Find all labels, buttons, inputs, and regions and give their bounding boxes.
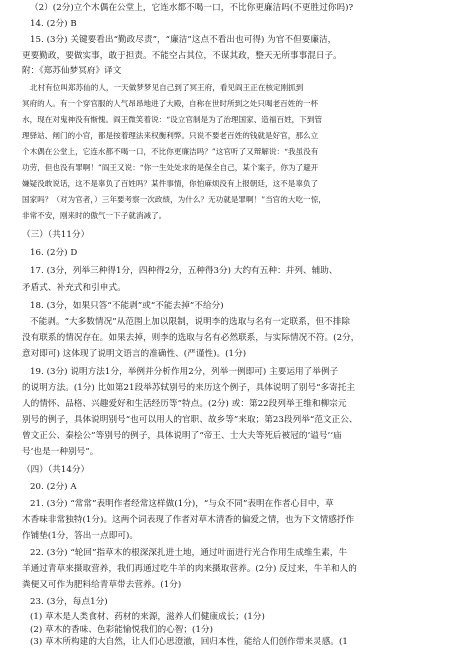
answer-line-18-cont: 没有联系的情况存在。如果去掉，则李的选取与名有必然联系，与实际情况不符。(2分， — [22, 333, 360, 343]
answer-line-19-cont: 别号的例子，具体说明别号“也可以用人的官职、故乡等”来取；第23段列举“范文正公、 — [22, 415, 358, 425]
answer-line-17: 17. (3分，列举三种得1分，四种得2分，五种得3分) 大约有五种：并列、辅助、 — [30, 266, 338, 276]
answer-line-19-cont: 的说明方法。(1分) 比如第21段举苏轼别号的来历这个例子，具体说明了别号“多寄托主 — [22, 383, 356, 393]
answer-line-20: 20. (2分) A — [30, 482, 77, 492]
translation-line: 理驿站、闸门的小官，都是按着理法来权衡利弊。只说不要老百姓的钱就是好官，那么立 — [22, 131, 319, 140]
answer-line-18-cont: 不能剥。“大多数情况”从范围上加以限制，说明李的选取与名有一定联系，但不排除 — [30, 317, 351, 327]
answer-line-13-2: （2）(2分)立个木偶在公堂上，它连水都不喝一口，不比你更廉洁吗(不更胜过你吗)? — [30, 3, 354, 13]
answer-line-21: 21. (3分) “常常”表明作者经常这样做(1分)，“与众不同”表明在作者心目中，草 — [30, 499, 334, 509]
translation-heading: 附：《郑苏仙梦冥府》译文 — [22, 66, 122, 76]
answer-line-15-cont: 更要勤政，要做实事，敢于担责。不能空占其位，不谋其政，整天无所事事混日子。 — [22, 51, 342, 61]
answer-line-23: 23. (3分，每点1分) — [30, 597, 108, 607]
translation-line: 功劳，但也没有罪啊！”阎王又说：“你一生处处求的是保全自己，某个案子，你为了避开 — [22, 163, 319, 172]
section-heading-3: （三）（共11分） — [22, 230, 90, 240]
answer-line-18: 18. (3分，如果只答“不能剥”或“不能去掉”不给分) — [30, 301, 224, 311]
answer-line-22-cont: 粪便又可作为肥料给青草带去营养。(1分) — [22, 580, 182, 590]
answer-line-23-point-3: (3) 草木所构建的大自然，让人们心思澄澈，回归本性，能给人们创作带来灵感。(1 — [30, 637, 348, 647]
answer-line-21-cont: 作铺垫(1分，答出一点即可)。 — [22, 531, 139, 541]
translation-line: 冥府的人。有一个穿官服的人气昂昂地进了大殿，自称在世时所到之处只喝老百姓的一杯 — [22, 99, 319, 108]
translation-line: 非常不安，刚来时的傲气一下子就消减了。 — [22, 211, 167, 220]
translation-line: 北村有位叫郑苏仙的人，一天做梦梦见自己到了冥王府，看见阎王正在核定刚抓到 — [30, 83, 304, 92]
answer-line-19-cont: 人的情怀、品格、兴趣爱好和生活经历等”特点。(2分) 或：第22段列举王维和柳宗元 — [22, 399, 347, 409]
answer-line-23-point-2: (2) 草木的香味、色彩能愉悦我们的心智；(1分) — [30, 625, 214, 635]
translation-line: 国家吗？（对为官者，）三年要考察一次政绩，为什么？无功就是罪啊！”当官的大吃一惊， — [22, 195, 326, 204]
answer-line-17-cont: 矛盾式、补充式和引申式。 — [22, 283, 126, 293]
answer-line-23-point-1: (1) 草木是人类食材、药材的来源，滋养人们健康成长；(1分) — [30, 612, 265, 622]
answer-line-21-cont: 木香味非常独特(1分)。这两个词表现了作者对草木清香的偏爱之情，也为下文情感抒作 — [22, 515, 355, 525]
answer-line-15: 15. (3分) 关键要看出“勤政尽责”，“廉洁”这点不看出也可得) 为官不但要廉洁， — [30, 35, 337, 45]
answer-line-22: 22. (3分) “轮回”指草木的根深深扎进土地，通过叶面进行光合作用生成维生素，牛 — [30, 548, 348, 558]
answer-line-18-cont: 意对即可) 这体现了说明文语言的准确性、(严谨性)。(1分) — [22, 349, 247, 359]
answer-line-16: 16. (2分) D — [30, 248, 78, 258]
answer-line-14: 14. (2分) B — [30, 19, 77, 29]
section-heading-4: （四）（共14分） — [22, 465, 90, 475]
answer-line-22-cont: 羊通过青草来摄取营养，我们再通过吃牛羊的肉来摄取营养。(2分) 反过来，牛羊和人的 — [22, 564, 357, 574]
translation-line: 嫌疑没敢说话，这不是辜负了百姓吗？某件事情，你怕麻烦没有上报朝廷，这不是辜负了 — [22, 179, 319, 188]
answer-line-19-cont: 曾文正公、秦桧公”等别号的例子，具体说明了“帝王、士大夫等死后被冠的‘谥号’‘庙 — [22, 431, 342, 441]
translation-line: 水，现在对鬼神没有惭愧。阎王微笑着说：“设立官制是为了治理国家、造福百姓，下到管 — [22, 115, 323, 124]
answer-line-19: 19. (3分) 说明方法1分，举例并分析作用2分，列举一例即可) 主要运用了举例子 — [30, 367, 339, 377]
answer-line-19-cont: 号’也是一种别号”。 — [22, 447, 99, 457]
translation-line: 个木偶在公堂上，它连水都不喝一口，不比你更廉洁吗？”这官听了又辩解说：“我虽没有 — [22, 147, 319, 156]
